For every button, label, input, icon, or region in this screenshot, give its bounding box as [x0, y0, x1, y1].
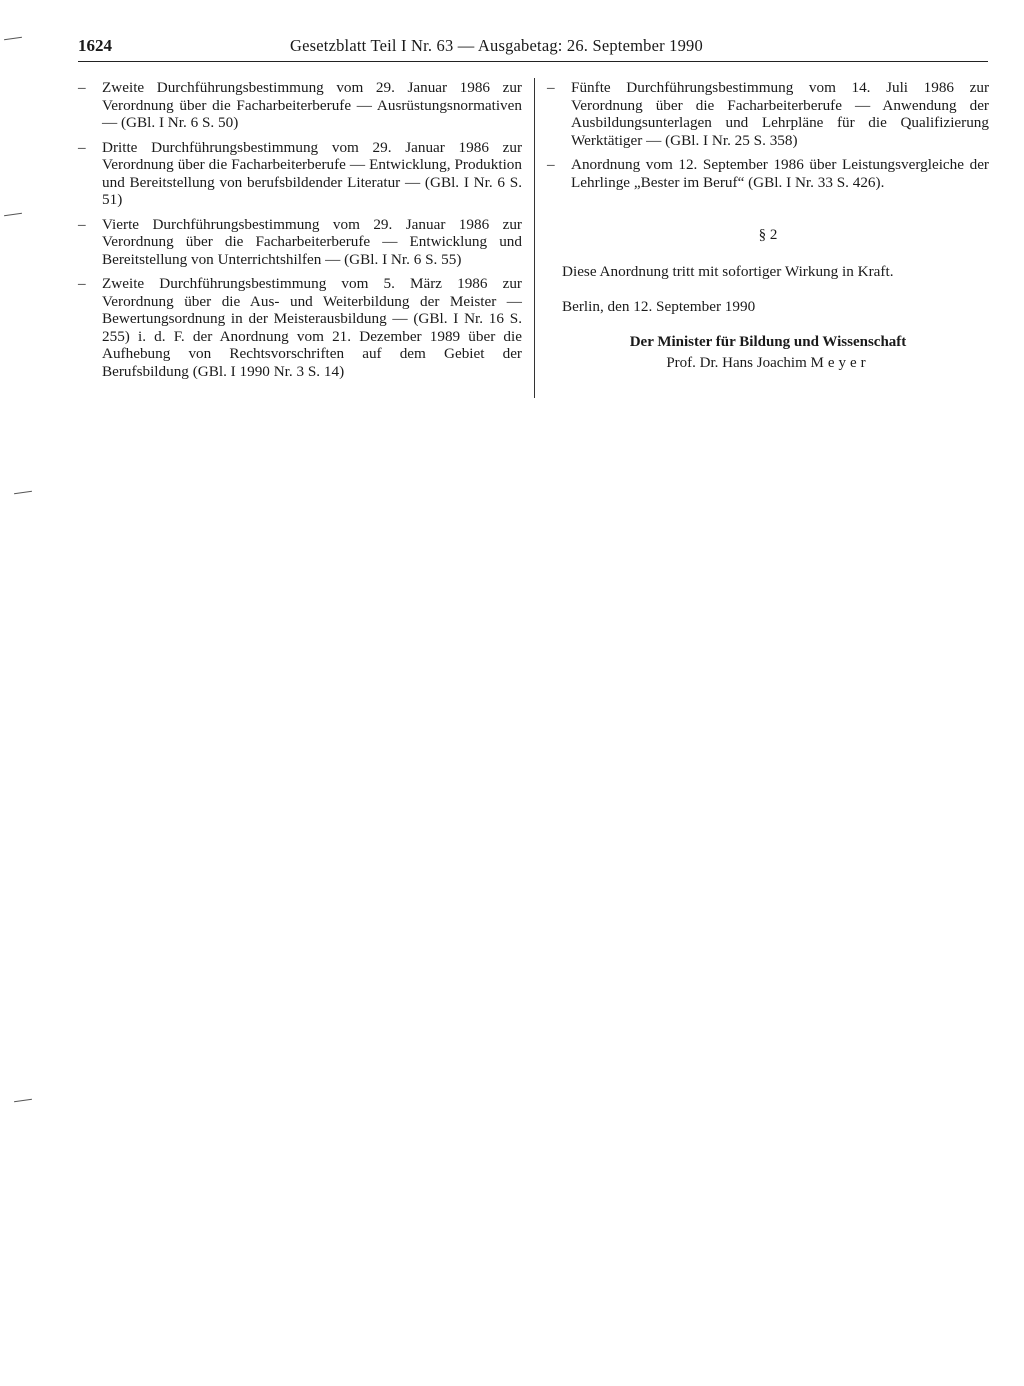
list-item — [78, 216, 522, 269]
signature-title: Prof. Dr. Hans Joachim — [666, 355, 807, 371]
item-text: Anordnung vom 12. September 1986 über Leistungsvergleiche der Lehrlinge „Bester im Beruf“ (GBl. I Nr. 33 S. 426). — [571, 156, 989, 191]
page-header — [78, 36, 990, 62]
list-item — [547, 79, 989, 149]
item-text: Zweite Durchführungsbestimmung vom 5. März 1986 zur Verordnung über die Aus- und Weiterbildung der Meister — Bewertungsordnung in der Meisterausbildung — (GBl. I Nr. 16 S. 255) i. d. F. der Anordnung vom 21. Dezember 1989 über die Aufhebung von Rechtsvorschriften auf dem Gebiet der Berufsbildung (GBl. I 1990 Nr. 3 S. 14) — [102, 275, 522, 380]
list-item — [78, 275, 522, 380]
running-head: Gesetzblatt Teil I Nr. 63 — Ausgabetag: 26. September 1990 — [290, 36, 703, 55]
scan-mark — [4, 213, 22, 216]
list-item — [547, 156, 989, 191]
signature-block — [547, 334, 989, 373]
item-text: Zweite Durchführungsbestimmung vom 29. Januar 1986 zur Verordnung über die Facharbeiterberufe — Ausrüstungsnormativen — (GBl. I Nr. 6 S. 50) — [102, 79, 522, 131]
page-number: 1624 — [78, 36, 112, 55]
list-item — [78, 139, 522, 209]
list-item — [78, 79, 522, 132]
place-date: Berlin, den 12. September 1990 — [562, 298, 756, 315]
header-rule — [78, 61, 988, 62]
column-divider — [534, 78, 535, 398]
item-dash: – — [78, 138, 86, 156]
item-dash: – — [78, 275, 86, 292]
scan-mark — [4, 37, 22, 40]
item-dash: – — [547, 156, 555, 173]
item-text: Fünfte Durchführungsbestimmung vom 14. Juli 1986 zur Verordnung über die Facharbeiterberufe — Anwendung der Ausbildungsunterlagen und Lehrpläne für die Qualifizierung Werktätiger — (GBl. I Nr. 25 S. 358) — [571, 79, 989, 149]
item-dash: – — [547, 79, 555, 96]
section-heading: § 2 — [758, 227, 778, 243]
scan-mark — [14, 1099, 32, 1102]
right-column — [547, 79, 989, 373]
signature-org: Der Minister für Bildung und Wissenschaft — [629, 333, 907, 350]
item-text: Vierte Durchführungsbestimmung vom 29. Januar 1986 zur Verordnung über die Facharbeiterberufe — Entwicklung und Bereitstellung von Unterrichtshilfen — (GBl. I Nr. 6 S. 55) — [102, 215, 522, 268]
item-dash: – — [78, 79, 86, 96]
effect-clause: Diese Anordnung tritt mit sofortiger Wirkung in Kraft. — [562, 262, 894, 280]
signature-surname: Meyer — [810, 355, 870, 371]
item-dash: – — [78, 215, 86, 233]
item-text: Dritte Durchführungsbestimmung vom 29. Januar 1986 zur Verordnung über die Facharbeiterberufe — Entwicklung, Produktion und Bereitstellung von berufsbildender Literatur — (GBl. I Nr. 6 S. 51) — [102, 138, 522, 208]
left-column — [78, 79, 522, 387]
signature-name — [547, 355, 989, 373]
scan-mark — [14, 491, 32, 494]
